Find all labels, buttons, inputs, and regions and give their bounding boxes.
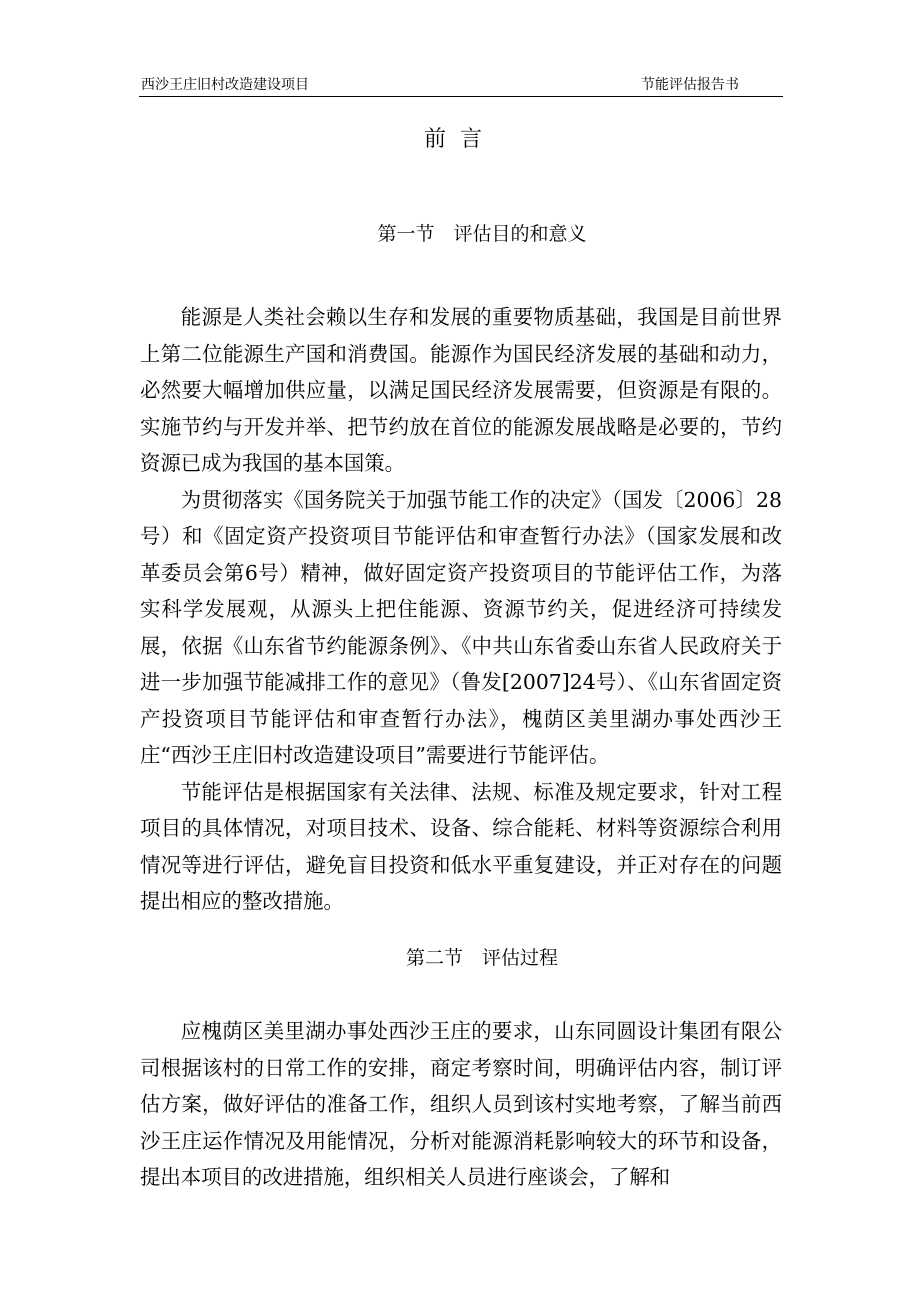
page-title: 前言 <box>423 127 496 152</box>
section-1-body <box>140 299 782 920</box>
section-1-paragraph-3: 节能评估是根据国家有关法律、法规、标准及规定要求，针对工程项目的具体情况，对项目技术、设备、综合能耗、材料等资源综合利用情况等进行评估，避免盲目投资和低水平重复建设，并正对存在的问题提出相应的整改措施。 <box>140 779 782 913</box>
section-2-body <box>140 1013 782 1196</box>
header-project-name: 西沙王庄旧村改造建设项目 <box>141 77 309 93</box>
section-2-paragraph-1: 应槐荫区美里湖办事处西沙王庄的要求，山东同圆设计集团有限公司根据该村的日常工作的安排，商定考察时间，明确评估内容，制订评估方案，做好评估的准备工作，组织人员到该村实地考察，了解当前西沙王庄运作情况及用能情况，分析对能源消耗影响较大的环节和设备，提出本项目的改进措施，组织相关人员进行座谈会，了解和 <box>140 1019 782 1189</box>
page-header <box>139 70 783 97</box>
section-2-title: 第二节 评估过程 <box>405 947 558 969</box>
section-1-paragraph-2: 为贯彻落实《国务院关于加强节能工作的决定》（国发〔2006〕28号）和《固定资产投资项目节能评估和审查暂行办法》（国家发展和改革委员会第6号）精神，做好固定资产投资项目的节能评估工作，为落实科学发展观，从源头上把住能源、资源节约关，促进经济可持续发展，依据《山东省节约能源条例》、《中共山东省委山东省人民政府关于进一步加强节能减排工作的意见》（鲁发[2007]24号）、《山东省固定资产投资项目节能评估和审查暂行办法》，槐荫区美里湖办事处西沙王庄“西沙王庄旧村改造建设项目”需要进行节能评估。 <box>140 487 782 767</box>
section-1-paragraph-1: 能源是人类社会赖以生存和发展的重要物质基础，我国是目前世界上第二位能源生产国和消费国。能源作为国民经济发展的基础和动力，必然要大幅增加供应量，以满足国民经济发展需要，但资源是有限的。实施节约与开发并举、把节约放在首位的能源发展战略是必要的，节约资源已成为我国的基本国策。 <box>140 305 782 475</box>
section-1-title: 第一节 评估目的和意义 <box>377 223 587 245</box>
header-report-type: 节能评估报告书 <box>641 77 739 93</box>
